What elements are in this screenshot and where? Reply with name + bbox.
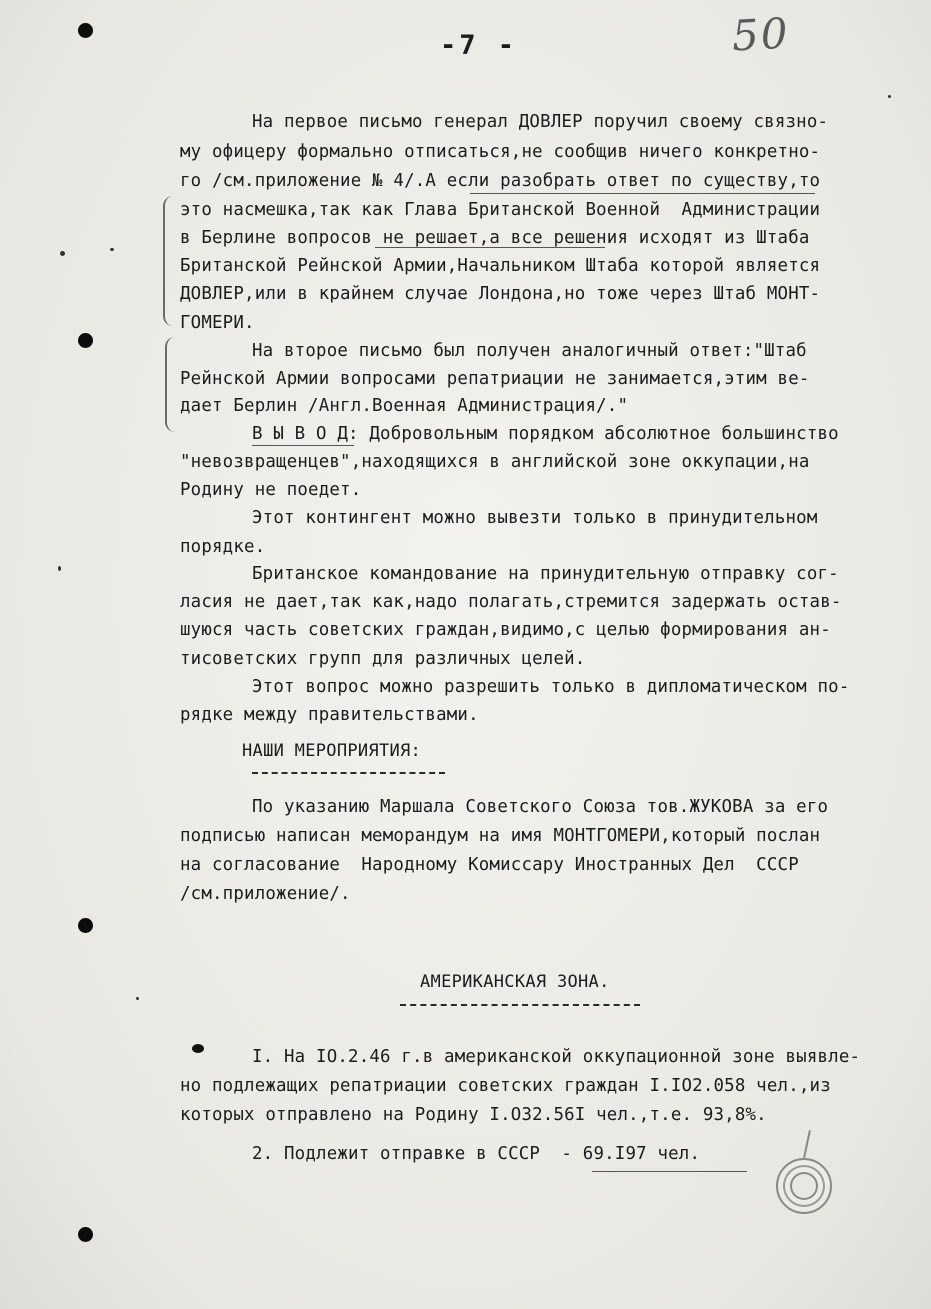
text-line: Этот вопрос можно разрешить только в дипломатическом по-	[252, 677, 850, 697]
punch-hole-1	[78, 23, 93, 38]
margin-bracket	[165, 337, 177, 432]
section-heading-american-zone: АМЕРИКАНСКАЯ ЗОНА.	[420, 972, 610, 992]
text-line: I. На IO.2.46 г.в американской оккупационной зоне выявле-	[252, 1047, 861, 1067]
text-line: подписью написан меморандум на имя МОНТГОМЕРИ,который послан	[180, 826, 821, 846]
text-line: По указанию Маршала Советского Союза тов.ЖУКОВА за его	[252, 797, 829, 817]
section-heading-measures: НАШИ МЕРОПРИЯТИЯ:	[242, 741, 422, 761]
text-line: ласия не дает,так как,надо полагать,стремится задержать остав-	[180, 592, 842, 612]
text-line: порядке.	[180, 537, 266, 557]
text-line: На первое письмо генерал ДОВЛЕР поручил своему связно-	[252, 112, 829, 132]
underline-mark	[470, 193, 815, 194]
text-line: ДОВЛЕР,или в крайнем случае Лондона,но тоже через Штаб МОНТ-	[180, 284, 821, 304]
underline-mark	[252, 445, 354, 446]
text-line: Рейнской Армии вопросами репатриации не занимается,этим ве-	[180, 369, 810, 389]
text-line: рядке между правительствами.	[180, 705, 479, 725]
text-line: го /см.приложение № 4/.А если разобрать ответ по существу,то	[180, 171, 821, 191]
text-line: тисоветских групп для различных целей.	[180, 649, 586, 669]
text-line: В Ы В О Д: Добровольным порядком абсолютное большинство	[252, 424, 839, 444]
text-line: 2. Подлежит отправке в СССР - 69.I97 чел.	[252, 1144, 701, 1164]
text-line: Британское командование на принудительную отправку сог-	[252, 564, 839, 584]
text-line: которых отправлено на Родину I.O32.56I чел.,т.е. 93,8%.	[180, 1105, 767, 1125]
text-line: дает Берлин /Англ.Военная Администрация/."	[180, 396, 629, 416]
text-line: шуюся часть советских граждан,видимо,с целью формирования ан-	[180, 620, 831, 640]
text-line: ГОМЕРИ.	[180, 313, 255, 333]
margin-bracket	[163, 196, 175, 326]
text-line: на согласование Народному Комиссару Иностранных Дел СССР	[180, 855, 799, 875]
text-line: Родину не поедет.	[180, 480, 362, 500]
text-line: На второе письмо был получен аналогичный ответ:"Штаб	[252, 341, 807, 361]
punch-hole-3	[78, 918, 93, 933]
underline-mark	[375, 247, 605, 248]
text-line: Этот контингент можно вывезти только в принудительном	[252, 508, 818, 528]
text-line: в Берлине вопросов не решает,а все решения исходят из Штаба	[180, 228, 810, 248]
page-number: -7 -	[440, 30, 518, 61]
text-line: /см.приложение/.	[180, 884, 351, 904]
underline-mark	[592, 1171, 747, 1172]
archive-number: 50	[730, 8, 791, 61]
punch-hole-2	[78, 333, 93, 348]
text-line: но подлежащих репатриации советских граждан I.IO2.058 чел.,из	[180, 1076, 831, 1096]
heading-dashed-underline	[400, 1004, 640, 1006]
pencil-mark	[803, 1130, 811, 1158]
punch-hole-4	[78, 1227, 93, 1242]
text-line: это насмешка,так как Глава Британской Военной Администрации	[180, 200, 821, 220]
text-line: му офицеру формально отписаться,не сообщив ничего конкретно-	[180, 142, 821, 162]
text-line: "невозвращенцев",находящихся в английской зоне оккупации,на	[180, 452, 810, 472]
heading-dashed-underline	[252, 772, 445, 774]
text-line: Британской Рейнской Армии,Начальником Штаба которой является	[180, 256, 821, 276]
archive-stamp	[776, 1158, 832, 1214]
